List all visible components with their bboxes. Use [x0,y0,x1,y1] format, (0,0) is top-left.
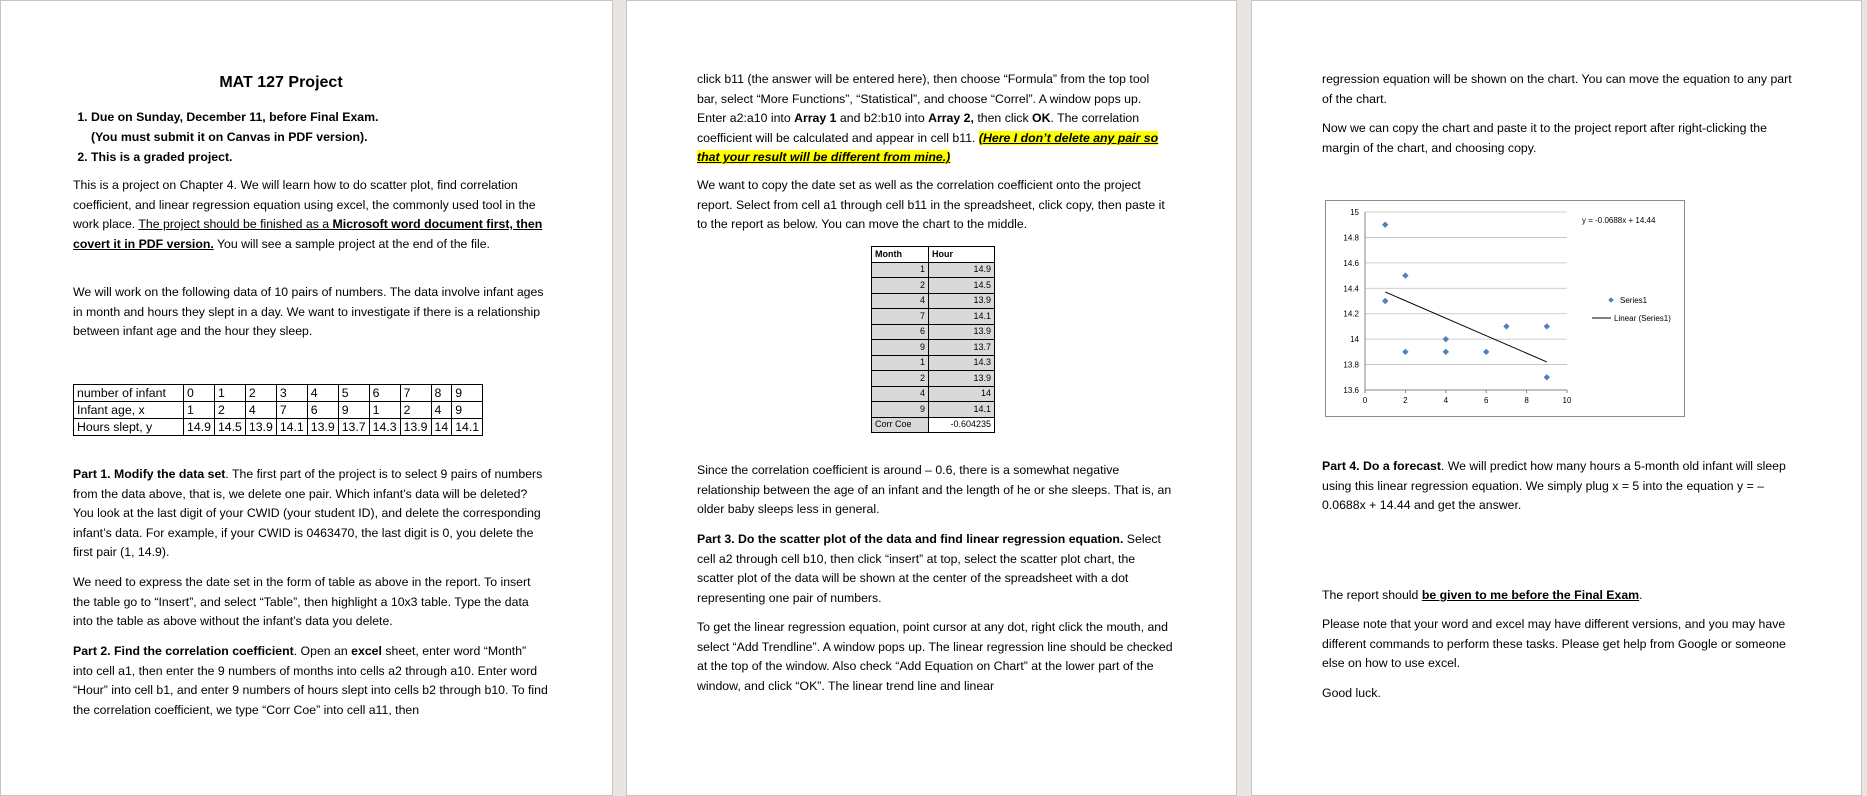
table-row [74,385,483,402]
table-cell: 14.5 [214,419,245,436]
table-cell: 1 [872,355,929,371]
table-row [872,340,995,356]
table-cell: 1 [184,402,215,419]
table-cell: Hours slept, y [74,419,184,436]
table-cell: 13.9 [307,419,338,436]
table-cell: 14.5 [929,278,995,294]
table-row [872,293,995,309]
table-cell: 14.3 [369,419,400,436]
table-row [872,355,995,371]
ok-text: OK [1032,111,1051,126]
trendline [1385,292,1547,362]
table-cell: 13.7 [929,340,995,356]
intro-bold-text: Microsoft word document first, then covert it in PDF version. [73,217,543,251]
table-row [872,402,995,418]
part2-heading: Part 2. Find the correlation coefficient [73,644,294,658]
corr-label-cell: Corr Coe [872,417,929,433]
table-cell: 1 [214,385,245,402]
copy-paragraph: We want to copy the date set as well as the correlation coefficient onto the project report. Select from cell a1 through cell b11 in the spreadsheet, click copy, then paste it to the report as below. You can move the chart to the middle. [697,178,1165,232]
table-cell: 8 [431,385,452,402]
table-cell: 14 [431,419,452,436]
legend-marker-series1 [1608,297,1614,303]
good-luck-text: Good luck. [1322,686,1381,700]
cont-text: click b11 (the answer will be entered here), then choose “Formula” from the top tool bar, select “More Functions”, “Statistical”, and choose “Correl”. A window pops up. Enter a2:a10 into [697,72,1150,126]
table-cell: 14 [929,386,995,402]
intro-underline-text: The project should be finished as a [138,217,333,232]
table-cell: 2 [872,371,929,387]
requirements-list [73,107,543,167]
table-row [872,309,995,325]
data-point [1503,323,1509,329]
table-cell: 13.9 [245,419,276,436]
table-row [872,262,995,278]
highlighted-note: (Here I don’t delete any pair so that your result will be different from mine.) [697,130,1159,165]
table-cell: 6 [872,324,929,340]
table-cell: 13.7 [338,419,369,436]
trendline-equation: y = -0.0688x + 14.44 [1582,216,1656,225]
table-row [74,402,483,419]
x-tick-label: 8 [1524,396,1529,405]
table-cell: 14.1 [452,419,483,436]
infant-data-table [73,384,483,436]
hour-header: Hour [929,247,995,263]
table-cell: 1 [872,262,929,278]
table-row [872,278,995,294]
table-cell: 14.9 [184,419,215,436]
table-cell: 9 [872,402,929,418]
intro-end-text: You will see a sample project at the end of the file. [213,236,490,251]
table-cell: 14.1 [276,419,307,436]
part2-text: . Open an [293,644,352,658]
table-header-row [872,247,995,263]
part1-paragraph [73,465,549,563]
data-point [1402,349,1408,355]
table-cell: 13.9 [400,419,431,436]
data-point [1443,336,1449,342]
y-tick-label: 15 [1350,208,1359,217]
part4-heading: Part 4. Do a forecast [1322,459,1441,473]
part4-paragraph [1322,457,1798,516]
part4-text: . We will predict how many hours a 5-month old infant will sleep using this linear regression equation. We simply plug x = 5 into the equation y = –0.0688x + 14.44 and get the answer. [1322,459,1786,513]
data-point [1483,349,1489,355]
cont-text: and b2:b10 into [836,111,929,126]
legend-label-linear: Linear (Series1) [1614,314,1671,323]
list-item [91,107,543,147]
part2-paragraph [73,642,549,720]
x-tick-label: 2 [1403,396,1408,405]
table-cell: 4 [872,386,929,402]
table-cell: 4 [245,402,276,419]
page2-continuation-paragraph [697,70,1173,168]
table-cell: 9 [338,402,369,419]
y-tick-label: 14.2 [1343,309,1359,319]
table-cell: 7 [872,309,929,325]
trendline-paragraph: To get the linear regression equation, point cursor at any dot, right click the mouth, and select “Add Trendline”. A window pops up. The linear regression line should be checked at the top of the window. Also check “Add Equation on Chart” at the lower part of the window, and click “OK”. The linear trend line and linear [697,620,1173,693]
table-cell: 9 [452,402,483,419]
data-point [1544,374,1550,380]
report-text: The report should [1322,588,1422,602]
scatter-chart-svg [1326,201,1684,416]
table-cell: 6 [307,402,338,419]
y-tick-label: 13.8 [1343,360,1359,370]
table-cell: 14.1 [929,402,995,418]
y-tick-label: 14.6 [1343,258,1359,268]
part2-excel-text: excel [351,644,382,658]
table-row [872,417,995,433]
interpretation-paragraph: Since the correlation coefficient is around – 0.6, there is a somewhat negative relationship between the age of an infant and the length of he or she sleeps. That is, an older baby sleeps less in general. [697,463,1172,517]
cont-text: then click [973,111,1033,126]
table-row [74,419,483,436]
copy-chart-paragraph: Now we can copy the chart and paste it to the project report after right-clicking the margin of the chart, and choosing copy. [1322,121,1767,155]
part1-text: . The first part of the project is to select 9 pairs of numbers from the data above, that is, we delete one pair. Which infant’s data will be deleted? You look at the last digit of your CWID (your student ID), and delete the corresponding infant’s data. For example, if your CWID is 0463470, the last digit is 0, you delete the first pair (1, 14.9). [73,467,543,560]
report-paragraph [1322,586,1798,606]
data-point [1382,222,1388,228]
report-period: . [1639,588,1643,602]
table-cell: 4 [307,385,338,402]
array2-text: Array 2, [928,111,974,126]
table-cell: 2 [214,402,245,419]
x-tick-label: 0 [1362,396,1368,405]
table-cell: 7 [400,385,431,402]
excel-data-table [871,246,995,433]
cont-text: . The correlation coefficient will be calculated and appear in cell b11. [697,111,1140,145]
table-cell: 4 [872,293,929,309]
table-cell: 5 [338,385,369,402]
part3-paragraph [697,530,1173,608]
table-row [872,324,995,340]
intro-paragraph [73,176,549,254]
x-tick-label: 10 [1562,396,1572,405]
scatter-chart [1325,200,1685,417]
versions-note-paragraph: Please note that your word and excel may have different versions, and you may have different commands to perform these tasks. Please get help from Google or someone else on how to use excel. [1322,617,1786,671]
part2-text-end: sheet, enter word “Month” into cell a1, then enter the 9 numbers of months into cells a2 through a10. Enter word “Hour” into cell b1, and enter 9 numbers of hours slept into cells b2 through b10. To find the correlation coefficient, we type “Corr Coe” into cell a11, then [73,644,548,717]
table-row [872,386,995,402]
table-cell: 14.3 [929,355,995,371]
table-cell: 9 [872,340,929,356]
table-instructions-paragraph: We need to express the date set in the form of table as above in the report. To insert the table go to “Insert”, and select “Table”, then highlight a 10x3 table. Type the data into the table as above without the infant’s data you delete. [73,575,531,629]
part3-text: Select cell a2 through cell b10, then click “insert” at top, select the scatter plot chart, the scatter plot of the data will be shown at the center of the spreadsheet with a dot representing one pair of numbers. [697,532,1161,605]
table-cell: 2 [245,385,276,402]
table-cell: 13.9 [929,293,995,309]
data-point [1544,323,1550,329]
month-header: Month [872,247,929,263]
array1-text: Array 1 [794,111,837,126]
table-cell: number of infant [74,385,184,402]
data-intro-paragraph: We will work on the following data of 10 pairs of numbers. The data involve infant ages in month and hours they slept in a day. We want to investigate if there is a relationship between infant age and the hour they sleep. [73,285,544,339]
data-point [1443,349,1449,355]
graded-text: This is a graded project. [91,150,233,164]
table-cell: 7 [276,402,307,419]
part1-heading: Part 1. Modify the data set [73,467,226,481]
part3-heading: Part 3. Do the scatter plot of the data and find linear regression equation. [697,532,1124,546]
report-deadline-text: be given to me before the Final Exam [1421,588,1640,602]
y-tick-label: 13.6 [1343,386,1359,395]
corr-value-cell: -0.604235 [929,417,995,433]
y-tick-label: 14.8 [1343,233,1359,243]
x-tick-label: 6 [1483,396,1489,405]
table-row [872,371,995,387]
table-cell: Infant age, x [74,402,184,419]
due-date-text: Due on Sunday, December 11, before Final Exam. [91,110,379,124]
table-cell: 14.1 [929,309,995,325]
page-1 [0,0,613,796]
table-cell: 13.9 [929,371,995,387]
table-cell: 14.9 [929,262,995,278]
page3-continuation-paragraph: regression equation will be shown on the chart. You can move the equation to any part of the chart. [1322,72,1792,106]
table-cell: 13.9 [929,324,995,340]
table-cell: 2 [872,278,929,294]
table-cell: 1 [369,402,400,419]
y-tick-label: 14.4 [1343,284,1359,294]
table-cell: 2 [400,402,431,419]
legend-label-series1: Series1 [1620,296,1648,305]
page-title: MAT 127 Project [219,74,343,91]
submit-note-text: (You must submit it on Canvas in PDF version). [91,130,368,144]
intro-text: This is a project on Chapter 4. We will learn how to do scatter plot, find correlation coefficient, and linear regression equation using excel, the commonly used tool in the work place. [73,178,536,232]
x-tick-label: 4 [1443,396,1449,405]
data-point [1402,272,1408,278]
data-point [1382,298,1388,304]
list-item [91,147,543,167]
table-cell: 0 [184,385,215,402]
table-cell: 3 [276,385,307,402]
y-tick-label: 14 [1350,335,1359,345]
table-cell: 4 [431,402,452,419]
table-cell: 6 [369,385,400,402]
table-cell: 9 [452,385,483,402]
